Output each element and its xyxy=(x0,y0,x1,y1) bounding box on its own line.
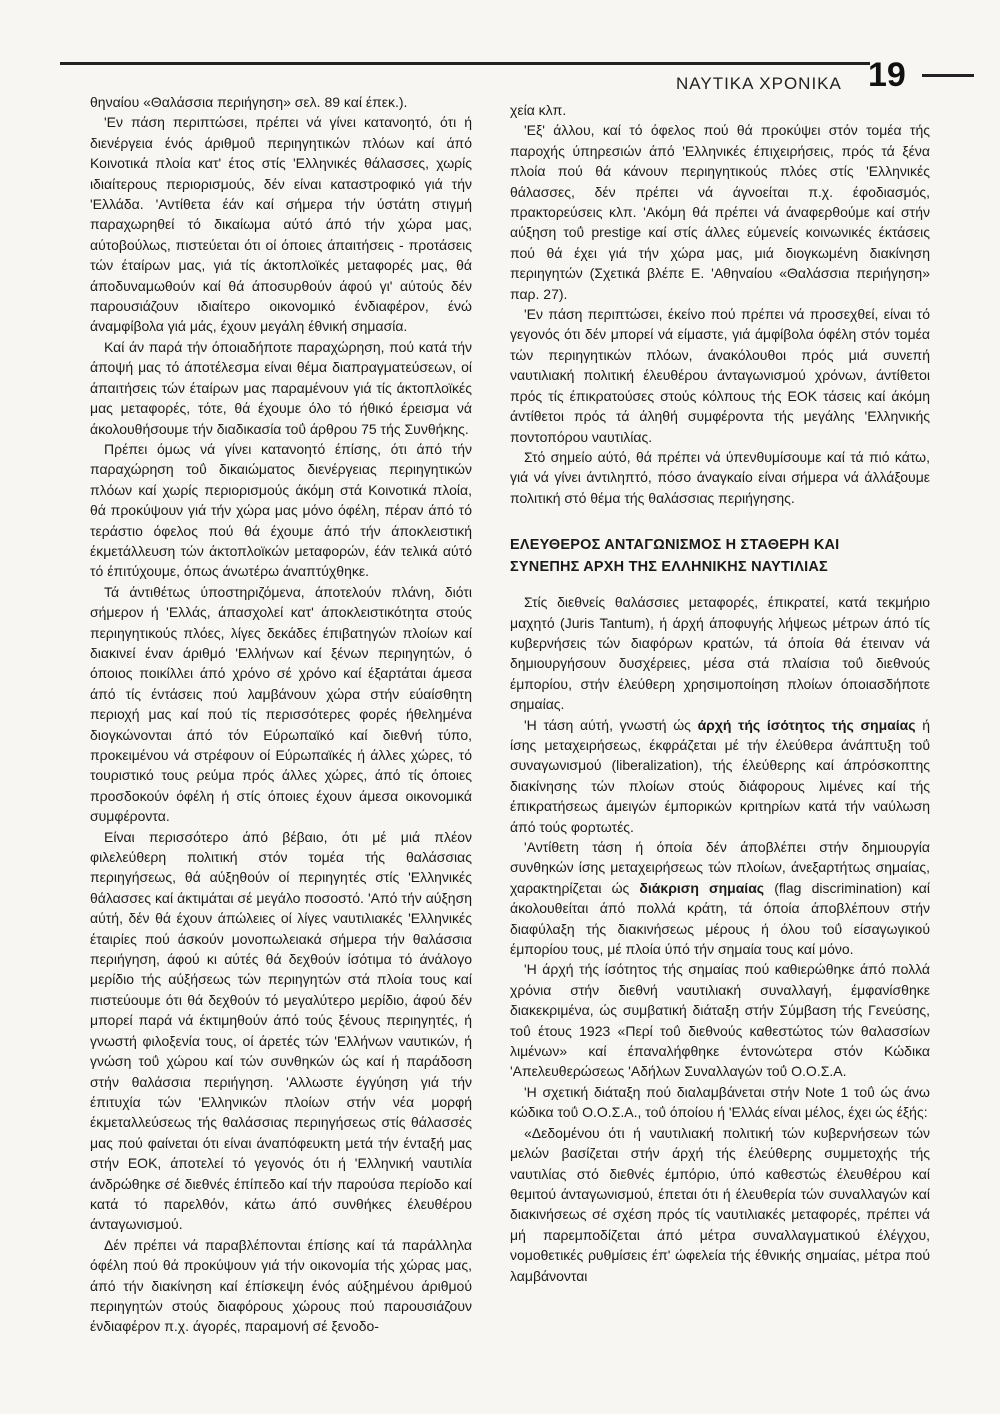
paragraph: Στό σημείο αύτό, θά πρέπει νά ύπενθυμίσουμε καί τά πιό κάτω, γιά νά γίνει άντιληπτό, πόσο άναγκαίο είναι σήμερα νά άλλάξουμε πολιτική στό θέμα τής θαλάσσιας περιήγησης. xyxy=(510,448,930,506)
page-number: 19 xyxy=(868,56,906,94)
paragraph: «Δεδομένου ότι ή ναυτιλιακή πολιτική τών κυβερνήσεων τών μελών βασίζεται στήν άρχή τής έλεύθερης συμμετοχής τής ναυτιλίας στό διεθνές έμπόριο, ύπό καθεστώς έλευθέρου καί θεμιτού άνταγωνισμού, έπεται ότι ή έλευθερία τών συναλλαγών καί διακινήσεως σέ σχέση πρός τίς ναυτιλιακές μεταφορές, πρέπει νά μή παρεμποδίζεται άπό μέτρα συναλλαγματικού έλέγχου, νομοθετικές ρυθμίσεις έπ' ώφελεία τής έθνικής σημαίας, μέτρα πού λαμβάνονται xyxy=(510,1124,930,1284)
paragraph xyxy=(510,837,930,959)
paragraph: Καί άν παρά τήν όποιαδήποτε παραχώρηση, πού κατά τήν άποψή μας τό άποτέλεσμα είναι θέμα διαπραγματεύσεων, οί άπαιτήσεις τών έταίρων μας παραμένουν γιά τίς άκτοπλοϊκές μας μεταφορές, τότε, θά έχουμε όλο τό ήθικό έρεισμα νά άκολουθήσουμε τήν διαδικασία τοΰ άρθρου 75 τής Συνθήκης. xyxy=(90,338,472,437)
paragraph: 'Η σχετική διάταξη πού διαλαμβάνεται στήν Note 1 τοΰ ώς άνω κώδικα τοΰ Ο.Ο.Σ.Α., τοΰ όποίου ή 'Ελλάς είναι μέλος, έχει ώς έξής: xyxy=(510,1083,930,1121)
paragraph: 'Εν πάση περιπτώσει, πρέπει νά γίνει κατανοητό, ότι ή διενέργεια ένός άριθμοΰ περιηγητικών πλόων καί άπό Κοινοτικά πλοία κατ' έτος στίς 'Ελληνικές θάλασσες, χωρίς ιδιαίτερους περιορισμούς, δέν είναι καταστροφικό γιά τήν 'Ελλάδα. 'Αντίθετα έάν καί σήμερα τήν ύστάτη στιγμή παραχωρηθεί τό δικαίωμα αύτό άπό τήν χώρα μας, αύτοβούλως, πιστεύεται ότι οί όποιες άπαιτήσεις - προτάσεις τών έταίρων μας, γιά τίς άκτοπλοϊκές μεταφορές μας, θά άποδυναμωθούν καί θά άποσυρθούν άφού γι' αύτούς δέν παρουσιάζουν ιδιαίτερο οικονομικό ένδιαφέρον, ένώ άναμφίβολα γιά μάς, έχουν μεγάλη έθνική σημασία. xyxy=(90,114,472,335)
paragraph: χεία κλπ. xyxy=(510,102,567,118)
section-heading-line: ΕΛΕΥΘΕΡΟΣ ΑΝΤΑΓΩΝΙΣΜΟΣ Η ΣΤΑΘΕΡΗ ΚΑΙ xyxy=(510,537,840,554)
text-run: (flag discrimination) καί άκολουθείται άπό πολλά κράτη, τά όποία άποβλέπουν στήν διαφύλαξη τής διακινήσεως μέρους ή όλου τοΰ είσαγωγικού έμπορίου τους, μέ πλοία ύπό τήν σημαία τους καί μόνο. xyxy=(510,879,930,958)
text-run: 'Η τάση αύτή, γνωστή ώς xyxy=(524,716,698,733)
paragraph: 'Εν πάση περιπτώσει, έκείνο πού πρέπει νά προσεχθεί, είναι τό γεγονός ότι δέν μπορεί νά είμαστε, γιά άμφίβολα όφέλη στόν τομέα τών περιηγητικών πλόων, άνακόλουθοι πρός μιά συνεπή ναυτιλιακή πολιτική έλευθέρου άνταγωνισμού χρόνων, άντίθετοι πρός τίς έπικρατούσες στούς κόλπους τής ΕΟΚ τάσεις καί άκόμη άντίθετοι πρός τά άληθή συμφέροντα τής μεγάλης 'Ελληνικής ποντοπόρου ναυτιλίας. xyxy=(510,306,930,445)
section-heading xyxy=(510,534,930,578)
paragraph: Τά άντιθέτως ύποστηριζόμενα, άποτελούν πλάνη, διότι σήμερον ή 'Ελλάς, άπασχολεί κατ' άποκλειστικότητα στούς περιηγητικούς πλόες, λίγες δεκάδες έπιβατηγών πλοίων καί διακινεί έναν άριθμό 'Ελλήνων καί ξένων περιηγητών, ό όποιος ποικίλλει άπό χρόνο σέ χρόνο καί έξαρτάται άμεσα άπό τίς έντάσεις πού λαμβάνουν χώρα στήν εύαίσθητη περιοχή μας καί πού τίς περισσότερες φορές ήθελημένα διογκώνονται άπό τόν Εύρωπαϊκό καί διεθνή τύπο, προκειμένου νά στρέφουν οί Εύρωπαϊκές ή άλλες χώρες, τό τουριστικό τους ρεύμα πρός άλλες χώρες, άπό τίς όποιες προσδοκούν όφέλη ή στίς όποιες έχουν άμεσα οικονομικά συμφέροντα. xyxy=(90,583,472,825)
text-run: ή ίσης μεταχειρήσεως, έκφράζεται μέ τήν έλεύθερα άνάπτυξη τοΰ συναγωνισμού (liberalization), τής έλεύθερης καί άπρόσκοπτης διακίνησης τών πλοίων στούς διάφορους λιμένες καί τής έπικρατήσεως άμειγών έμπορικών κριτηρίων κατά τήν ναύλωση άπό τούς φορτωτές. xyxy=(510,716,930,835)
paragraph xyxy=(510,715,930,837)
paragraph: Δέν πρέπει νά παραβλέπονται έπίσης καί τά παράλληλα όφέλη πού θά προκύψουν γιά τήν οικονομία τής χώρας μας, άπό τήν διακίνηση καί έπίσκεψη ένός αύξημένου άριθμού περιηγητών στούς διαφόρους χώρους πού παρουσιάζουν ένδιαφέρον π.χ. άγορές, παραμονή σέ ξενοδο- xyxy=(90,1236,472,1335)
paragraph: 'Η άρχή τής ίσότητος τής σημαίας πού καθιερώθηκε άπό πολλά χρόνια στήν διεθνή ναυτιλιακή συναλλαγή, έμφανίσθηκε διακεκριμένα, ώς συμβατική διάταξη στήν Σύμβαση τής Γενεύσης, τοΰ έτους 1923 «Περί τοΰ διεθνούς καθεστώτος τών θαλασσίων λιμένων» καί έπαναλήφθηκε έντονώτερα στόν Κώδικα 'Απελευθερώσεως 'Αδήλων Συναλλαγών τοΰ Ο.Ο.Σ.Α. xyxy=(510,961,930,1080)
header-rule-right xyxy=(922,74,974,77)
paragraph: Στίς διεθνείς θαλάσσιες μεταφορές, έπικρατεί, κατά τεκμήριο μαχητό (Juris Tantum), ή άρχή άποφυγής λήψεως μέτρων άπό τίς κυβερνήσεις τών διαφόρων κρατών, τά όποία θά έτειναν νά δημιουργήσουν δυσχέρειες, μέσα στά πλαίσια τοΰ διεθνούς έμπορίου, στήν έλεύθερη χρησιμοποίηση πλοίων όποιασδήποτε σημαίας. xyxy=(510,594,930,713)
paragraph: 'Εξ' άλλου, καί τό όφελος πού θά προκύψει στόν τομέα τής παροχής ύπηρεσιών άπό 'Ελληνικές έπιχειρήσεις, πρός τά ξένα πλοία πού θά κάνουν περιηγητικούς πλόες στίς 'Ελληνικές θάλασσες, δέν πρέπει νά άγνοείται π.χ. έφοδιασμός, πρακτορεύσεις κλπ. 'Ακόμη θά πρέπει νά άναφερθούμε καί στήν αύξηση τοΰ prestige καί στίς άλλες εύμενείς κοινωνικές έκτάσεις πού θά έχει γιά τήν χώρα μας, μιά διογκωμένη διακίνηση περιηγητών (Σχετικά βλέπε Ε. 'Αθηναίου «Θαλάσσια περιήγηση» παρ. 27). xyxy=(510,122,930,302)
running-head: ΝΑΥΤΙΚΑ ΧΡΟΝΙΚΑ xyxy=(676,74,842,93)
paragraph: Είναι περισσότερο άπό βέβαιο, ότι μέ μιά πλέον φιλελεύθερη πολιτική στόν τομέα τής θαλάσσιας περιηγήσεως, θά αύξηθούν οί περιηγητές στίς 'Ελληνικές θάλασσες καί άκτιμάται σέ μεγάλο ποσοστό. 'Από τήν αύξηση αύτή, δέν θά έχουν άπώλειες οί λίγες ναυτιλιακές 'Ελληνικές έταιρίες πού άσκούν μονοπωλειακά σήμερα τήν θαλάσσια περιήγηση, άφού κι αύτές θά δεχθούν ίσότιμα τό άνάλογο μερίδιο τής αύξήσεως τών περιηγητών στά πλοία τους καί πιστεύουμε ότι θά δεχθούν τό μεγαλύτερο μερίδιο, άφού δέν μπορεί παρά νά έκτιμηθούν άπό τούς ξένους περιηγητές, ή γνωστή φιλοξενία τους, οί άρετές τών 'Ελλήνων ναυτικών, ή γνώση τοΰ χώρου καί τών συνθηκών ώς καί ή παράδοση στήν θαλάσσια περιήγηση. 'Αλλωστε έγγύηση γιά τήν έπιτυχία τών 'Ελληνικών πλοίων στήν νέα μορφή έκμεταλλεύσεως τής θαλάσσιας περιηγήσεως στίς θάλασσές μας πού φαίνεται ότι είναι άναπόφευκτη μετά τήν ένταξή μας στήν ΕΟΚ, άποτελεί τό γεγονός ότι ή 'Ελληνική ναυτιλία άνδρώθηκε σέ διεθνές έπίπεδο καί τήν παρούσα περίοδο καί κατά τό παρελθόν, κάτω άπό συνθήκες έλευθέρου άνταγωνισμού. xyxy=(90,828,472,1233)
right-column xyxy=(510,100,930,1286)
paragraph: Πρέπει όμως νά γίνει κατανοητό έπίσης, ότι άπό τήν παραχώρηση τοΰ δικαιώματος διενέργειας περιηγητικών πλόων καί χωρίς περιορισμούς άκόμη στά Κοινοτικά πλοία, θά προκύψουν γιά τήν χώρα μας μόνο όφέλη, πέραν άπό τό τεράστιο όφελος πού θά έχουμε άπό τήν άποκλειστική έκμετάλλευση τών άκτοπλοϊκών μεταφορών, έάν τελικά αύτό τό έπιτύχουμε, όπως άνωτέρω άναπτύχθηκε. xyxy=(90,440,472,580)
bold-term: διάκριση σημαίας xyxy=(639,879,765,896)
bold-term: άρχή τής ίσότητος τής σημαίας xyxy=(697,716,916,733)
left-column xyxy=(90,92,472,1337)
text-run: 'Αντίθετη τάση ή όποία δέν άποβλέπει στήν δημιουργία συνθηκών ίσης μεταχειρήσεως τών πλοίων, άνεξαρτήτως σημαίας, χαρακτηρίζεται ώς xyxy=(510,839,930,896)
section-heading-line: ΣΥΝΕΠΗΣ ΑΡΧΗ ΤΗΣ ΕΛΛΗΝΙΚΗΣ ΝΑΥΤΙΛΙΑΣ xyxy=(510,559,828,576)
header-rule-left xyxy=(60,62,870,65)
paragraph: θηναίου «Θαλάσσια περιήγηση» σελ. 89 καί έπεκ.). xyxy=(90,94,408,110)
